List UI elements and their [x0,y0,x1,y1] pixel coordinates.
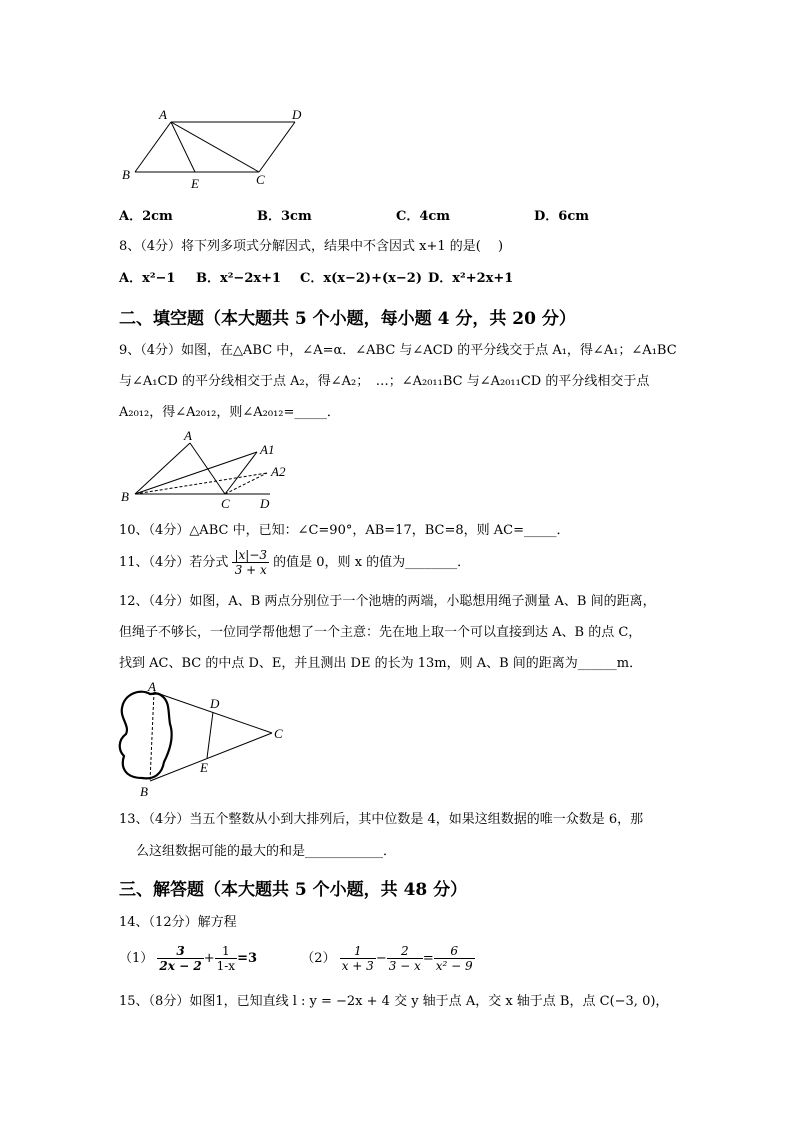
q7-label-a: A [159,107,167,122]
q13-line-2: 么这组数据可能的最大的和是____________． [136,844,397,859]
q14-p2-f3-num: 6 [434,944,475,959]
q8-option-a: A．x²−1 [119,271,176,286]
q14-p2-fraction-3 [434,944,475,973]
q14-p2-minus: − [375,951,387,966]
q14-p2-f3-den: x² − 9 [435,959,473,973]
q8-stem: 8、（4分）将下列多项式分解因式，结果中不含因式 x+1 的是( ) [119,239,504,254]
q14-p2-f1-num: 1 [340,944,376,959]
q14-p2-eq: = [422,951,434,966]
q7-option-a: A．2cm [119,209,173,224]
q12-line-2: 但绳子不够长，一位同学帮他想了一个主意：先在地上取一个可以直接到达 A、B 的点 C， [119,625,642,640]
q12-line-1: 12、（4分）如图，A、B 两点分别位于一个池塘的两端，小聪想用绳子测量 A、B 间的距离， [119,594,656,609]
q7-label-c: C [256,172,265,187]
pond-shape [120,692,172,779]
q7-label-d: D [292,107,302,122]
q9-label-b: B [121,489,129,504]
q14-p1-f1-num: 3 [157,944,203,959]
q9-label-c: C [221,496,230,511]
q12-line-3: 找到 AC、BC 的中点 D、E，并且测出 DE 的长为 13m，则 A、B 间的距离为______m． [119,656,643,671]
q14-p2-f2-num: 2 [387,944,423,959]
q7-option-c: C．4cm [396,209,451,224]
q14-p1-f2-num: 1 [215,944,237,959]
section-3-heading: 三、解答题（本大题共 5 个小题，共 48 分） [119,880,468,900]
q14-p2-f1-den: x + 3 [341,959,374,973]
q12-pond-figure [112,680,302,800]
q11-denominator: 3 + x [234,563,267,577]
q9-triangle-figure [115,428,300,516]
q9-label-d: D [260,496,270,511]
q8-option-b: B．x²−2x+1 [196,271,282,286]
q7-label-b: B [122,167,130,182]
q14-part1-label: （1） [119,951,154,966]
q14-p1-plus: + [203,951,215,966]
q14-p2-fraction-1 [340,944,376,973]
q7-parallelogram-figure [115,100,315,195]
q12-label-e: E [200,760,208,775]
q9-label-a2: A2 [271,464,286,479]
q11-prefix: 11、（4分）若分式 [119,555,229,570]
q14-p2-f2-den: 3 − x [388,959,421,973]
q8-option-d: D．x²+2x+1 [428,271,514,286]
q14-stem: 14、（12分）解方程 [119,915,237,930]
q12-label-a: A [148,680,156,694]
q14-p1-fraction-1 [157,944,203,973]
q14-equations [119,942,475,976]
q8-option-c: C．x(x−2)+(x−2) [300,271,422,286]
q11-numerator: |x|−3 [234,548,268,562]
q9-line-3: A₂₀₁₂，得∠A₂₀₁₂，则∠A₂₀₁₂=_____． [119,405,340,420]
q9-line-2: 与∠A₁CD 的平分线相交于点 A₂，得∠A₂； …；∠A₂₀₁₁BC 与∠A₂₀₁₁CD 的平分线相交于点 [119,374,650,389]
q14-p1-fraction-2 [215,944,237,973]
q9-line-1: 9、（4分）如图，在△ABC 中，∠A=α．∠ABC 与∠ACD 的平分线交于点 A₁，得∠A₁；∠A₁BC [119,343,677,358]
q14-p1-rhs: =3 [237,951,258,966]
q14-p1-f1-den: 2x − 2 [159,959,202,973]
q11-text [119,548,470,578]
q9-label-a: A [184,428,192,443]
q12-label-c: C [274,726,283,741]
q9-label-a1: A1 [260,442,275,457]
q12-label-d: D [210,696,220,711]
q7-option-b: B．3cm [257,209,312,224]
q10-text: 10、（4分）△ABC 中，已知：∠C=90°，AB=17，BC=8，则 AC=_____． [119,523,570,538]
q13-line-1: 13、（4分）当五个整数从小到大排列后，其中位数是 4，如果这组数据的唯一众数是 6，那 [119,812,644,827]
q14-p2-fraction-2 [387,944,423,973]
q7-label-e: E [191,176,199,191]
section-2-heading: 二、填空题（本大题共 5 个小题，每小题 4 分，共 20 分） [119,309,576,329]
q14-part2-label: （2） [301,951,336,966]
q11-suffix: 的值是 0，则 x 的值为________． [273,555,471,570]
q7-option-d: D．6cm [534,209,589,224]
q15-text: 15、（8分）如图1，已知直线 l : y = −2x + 4 交 y 轴于点 A，交 x 轴于点 B，点 C(−3, 0)， [119,994,669,1009]
q11-fraction [232,548,269,577]
q12-label-b: B [140,784,148,799]
q14-p1-f2-den: 1-x [216,959,236,973]
